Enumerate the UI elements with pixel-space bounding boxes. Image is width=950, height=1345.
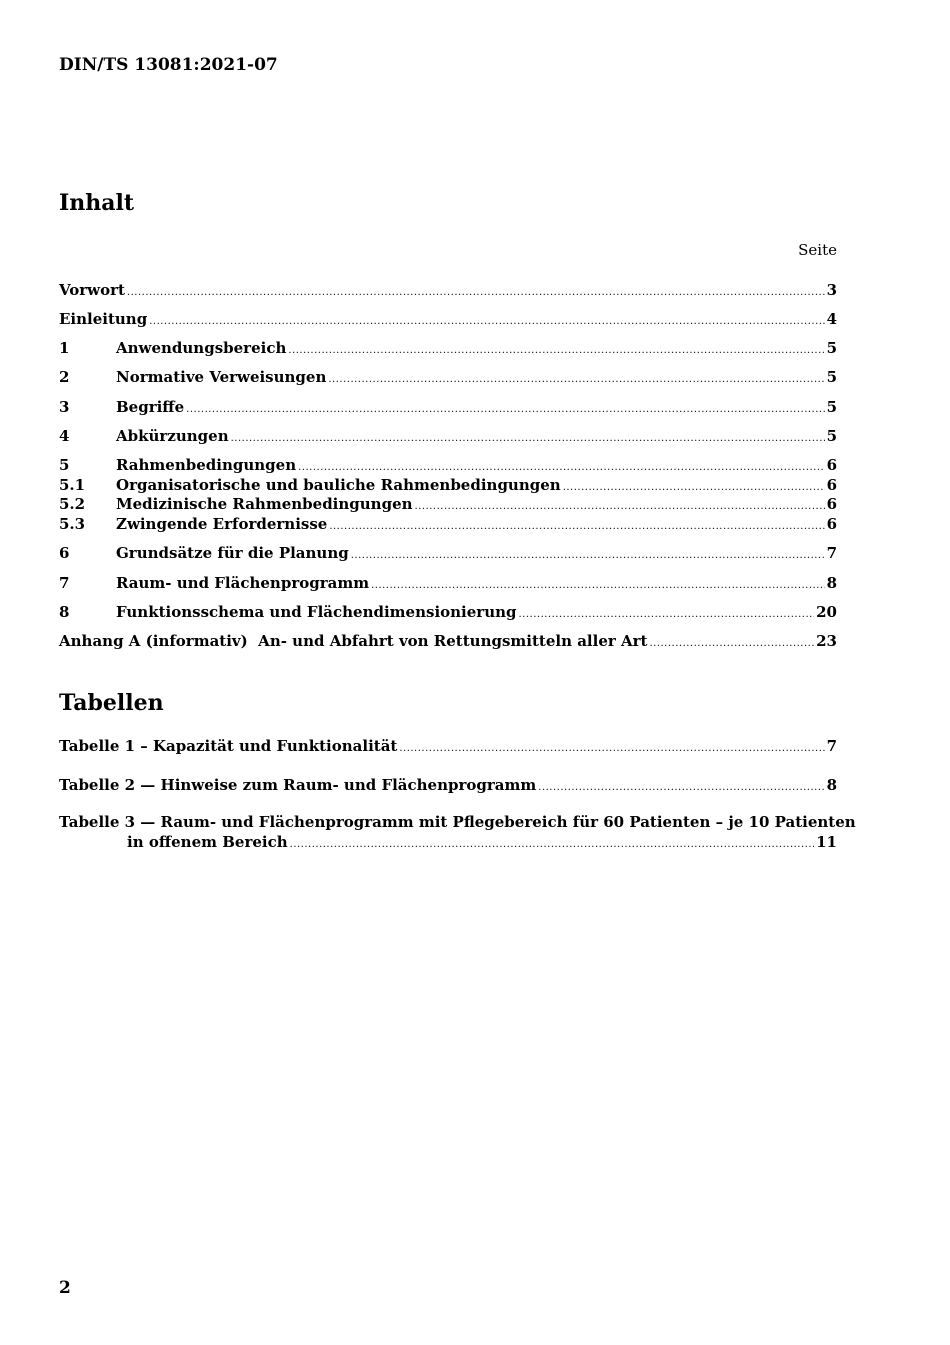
toc-entry-number: 7 — [59, 574, 70, 592]
table-entry-3[interactable] — [127, 832, 837, 852]
toc-entry-page: 6 — [826, 515, 837, 533]
toc-entry-title: Abkürzungen — [116, 427, 229, 445]
toc-entry-6[interactable] — [59, 543, 837, 563]
toc-entry-title: Anwendungsbereich — [116, 339, 287, 357]
table-entry-page: 11 — [816, 833, 837, 851]
toc-entry-number: 4 — [59, 427, 70, 445]
toc-entry-7[interactable] — [59, 573, 837, 593]
toc-entry-5[interactable] — [59, 455, 837, 475]
tables-heading: Tabellen — [59, 690, 164, 716]
toc-entry-title: Einleitung — [59, 310, 148, 328]
toc-entry-title: Zwingende Erfordernisse — [116, 515, 328, 533]
toc-entry-page: 20 — [816, 603, 837, 621]
toc-entry-8[interactable] — [59, 602, 837, 622]
toc-entry-title: Vorwort — [59, 281, 125, 299]
toc-entry-number: 5.1 — [59, 476, 86, 494]
leader-dots — [649, 634, 814, 654]
toc-entry-page: 6 — [826, 495, 837, 513]
table-entry-page: 8 — [826, 776, 837, 794]
toc-entry-5-1[interactable] — [59, 475, 837, 495]
toc-entry-title: Raum- und Flächenprogramm — [116, 574, 370, 592]
document-id: DIN/TS 13081:2021-07 — [59, 55, 278, 75]
toc-entry-page: 5 — [826, 339, 837, 357]
toc-entry-page: 4 — [826, 310, 837, 328]
toc-entry-page: 6 — [826, 456, 837, 474]
toc-entry-number: 5.2 — [59, 495, 86, 513]
toc-entry-number: 8 — [59, 603, 70, 621]
toc-entry-einleitung[interactable] — [59, 309, 837, 329]
toc-entry-vorwort[interactable] — [59, 280, 837, 300]
toc-entry-title: Grundsätze für die Planung — [116, 544, 349, 562]
contents-heading: Inhalt — [59, 190, 135, 216]
leader-dots — [538, 778, 824, 798]
table-entry-1[interactable] — [59, 736, 837, 756]
leader-dots — [328, 370, 824, 390]
toc-entry-page: 6 — [826, 476, 837, 494]
leader-dots — [149, 312, 824, 332]
toc-entry-number: 6 — [59, 544, 70, 562]
table-entry-3-line1[interactable]: Tabelle 3 — Raum- und Flächenprogramm mit Pflegebereich für 60 Patienten – je 10 Patienten — [59, 813, 856, 831]
table-entry-2[interactable] — [59, 775, 837, 795]
toc-entry-page: 23 — [816, 632, 837, 650]
toc-entry-title: Medizinische Rahmenbedingungen — [116, 495, 413, 513]
leader-dots — [399, 739, 824, 759]
page-column-label: Seite — [798, 241, 837, 259]
toc-entry-5-2[interactable] — [59, 494, 837, 514]
table-entry-title: Tabelle 1 – Kapazität und Funktionalität — [59, 737, 398, 755]
leader-dots — [329, 517, 824, 537]
leader-dots — [127, 283, 825, 303]
table-entry-page: 7 — [826, 737, 837, 755]
toc-entry-number: 2 — [59, 368, 70, 386]
leader-dots — [290, 835, 814, 855]
toc-entry-4[interactable] — [59, 426, 837, 446]
leader-dots — [351, 546, 825, 566]
toc-entry-page: 7 — [826, 544, 837, 562]
leader-dots — [288, 341, 824, 361]
toc-entry-title: Funktionsschema und Flächendimensionierung — [116, 603, 517, 621]
toc-entry-title: Rahmenbedingungen — [116, 456, 297, 474]
toc-entry-page: 8 — [826, 574, 837, 592]
toc-entry-number: 5.3 — [59, 515, 86, 533]
page-number: 2 — [59, 1278, 71, 1298]
toc-entry-1[interactable] — [59, 338, 837, 358]
leader-dots — [231, 429, 825, 449]
leader-dots — [519, 605, 815, 625]
toc-entry-page: 3 — [826, 281, 837, 299]
toc-entry-page: 5 — [826, 398, 837, 416]
toc-entry-title: Begriffe — [116, 398, 185, 416]
leader-dots — [371, 576, 824, 596]
toc-entry-2[interactable] — [59, 367, 837, 387]
leader-dots — [186, 400, 824, 420]
toc-entry-number: 1 — [59, 339, 70, 357]
table-entry-title-line2: in offenem Bereich — [127, 833, 288, 851]
toc-entry-title: Normative Verweisungen — [116, 368, 327, 386]
toc-entry-number: 5 — [59, 456, 70, 474]
toc-entry-5-3[interactable] — [59, 514, 837, 534]
toc-entry-page: 5 — [826, 368, 837, 386]
toc-entry-anhang-a[interactable] — [59, 631, 837, 651]
toc-entry-title: Anhang A (informativ) An- und Abfahrt von Rettungsmitteln aller Art — [59, 632, 648, 650]
toc-entry-page: 5 — [826, 427, 837, 445]
toc-entry-3[interactable] — [59, 397, 837, 417]
toc-entry-number: 3 — [59, 398, 70, 416]
table-entry-title: Tabelle 2 — Hinweise zum Raum- und Flächenprogramm — [59, 776, 537, 794]
toc-entry-title: Organisatorische und bauliche Rahmenbedingungen — [116, 476, 561, 494]
